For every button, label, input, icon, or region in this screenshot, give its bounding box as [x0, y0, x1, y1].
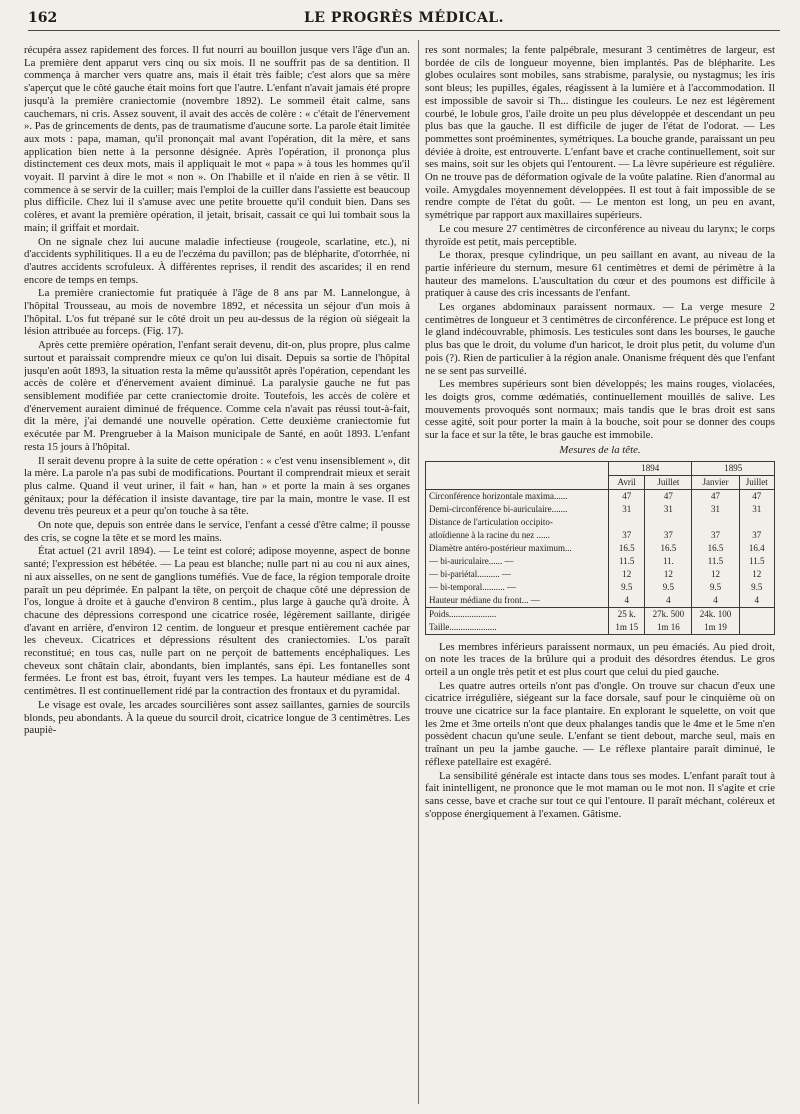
cell: [645, 516, 692, 529]
cell: 25 k.: [609, 607, 645, 621]
row-label: Diamètre antéro-postérieur maximum...: [426, 542, 609, 555]
table-row: [426, 568, 775, 581]
paragraph: Le thorax, presque cylindrique, un peu saillant en avant, au niveau de la partie inférieure du sternum, mesure 61 centimètres et demi de périmètre à la hauteur des mamelons. L'auscultation du cœur et des poumons est difficile à pratiquer à cause des cris incessants de l'enfant.: [425, 249, 775, 300]
paragraph: On ne signale chez lui aucune maladie infectieuse (rougeole, scarlatine, etc.), ni d'accidents syphilitiques. Il a eu de l'eczéma du pavillon; pas de blépharite, d'otorrhée, ni d'autres accidents scrofuleux. À différentes reprises, il rendit des ascarides; il en rend encore de temps en temps.: [24, 235, 410, 286]
paragraph: La première craniectomie fut pratiquée à l'âge de 8 ans par M. Lannelongue, à l'hôpital Trousseau, au mois de novembre 1892, et nécessita un séjour d'un mois à l'hôpital. L'os fut trépané sur le côté droit un peu au-dessus de la région où siégeait la lésion attribuée au forceps. (Fig. 17).: [24, 287, 410, 338]
left-column: [24, 44, 410, 1104]
row-label: Hauteur médiane du front... —: [426, 594, 609, 608]
cell: 31: [692, 503, 739, 516]
month-header: Avril: [609, 475, 645, 489]
cell: 4: [692, 594, 739, 608]
row-label: Distance de l'articulation occipito-: [426, 516, 609, 529]
table-row: [426, 621, 775, 635]
cell: 9.5: [645, 581, 692, 594]
cell: 11.5: [609, 555, 645, 568]
row-label: — bi-auriculaire...... —: [426, 555, 609, 568]
page-number: 162: [28, 10, 58, 26]
cell: 11.5: [692, 555, 739, 568]
column-divider: [418, 40, 419, 1104]
month-header: Juillet: [739, 475, 774, 489]
paragraph: Les membres inférieurs paraissent normaux, un peu émaciés. Au pied droit, on note les traces de la brûlure qui a produit des désordres étendus. Le gros orteil a un ongle très petit et est plus court que celui du pied gauche.: [425, 640, 775, 678]
paragraph: Le cou mesure 27 centimètres de circonférence au niveau du larynx; le corps thyroïde est petit, mais perceptible.: [425, 222, 775, 248]
table-row: [426, 516, 775, 529]
row-label: Poids.....................: [426, 607, 609, 621]
cell: 11.5: [739, 555, 774, 568]
table-row: [426, 542, 775, 555]
cell: 12: [692, 568, 739, 581]
cell: 12: [739, 568, 774, 581]
cell: 4: [609, 594, 645, 608]
paragraph: Le visage est ovale, les arcades sourcilières sont assez saillantes, garnies de sourcils blonds, peu abondants. À la queue du sourcil droit, cicatrice longue de 3 centimètres. Les paupiè-: [24, 698, 410, 737]
paragraph: Les membres supérieurs sont bien développés; les mains rouges, violacées, les doigts gros, comme œdématiés, continuellement mouillés de salive. Les mouvements provoqués sont normaux; mais tandis que le bras droit est sans cesse agité, soit pour porter la main à la bouche, soit pour se donner des coups sur la face et sur la tête, le bras gauche est immobile.: [425, 378, 775, 442]
cell: 37: [645, 529, 692, 542]
row-label: atloïdienne à la racine du nez ......: [426, 529, 609, 542]
cell: 27k. 500: [645, 607, 692, 621]
cell: 47: [739, 489, 774, 503]
month-header: Juillet: [645, 475, 692, 489]
journal-title: LE PROGRÈS MÉDICAL.: [303, 10, 505, 26]
cell: [739, 516, 774, 529]
row-label: Circonférence horizontale maxima......: [426, 489, 609, 503]
table-row: [426, 581, 775, 594]
row-label: — bi-temporal.......... —: [426, 581, 609, 594]
paragraph: Après cette première opération, l'enfant serait devenu, dit-on, plus propre, plus calme surtout et paraissait comprendre mieux ce qu'on lui disait. Depuis sa sortie de l'hôpital jusqu'en août 1893, la situation resta la même qu'aussitôt après l'opération, cependant les accès de colère et d'énervement avaient diminué. La paralysie gauche ne fut pas sensiblement modifiée par cette craniectomie droite. Toutefois, les accès de colère et d'énervement auraient diminué de fréquence. Comme cela n'avait pas réussi tout-à-fait, dit la mère, j'ai demandé une nouvelle opération. Cette deuxième craniectomie fut exécutée par M. Prengrueber à la Maison municipale de Santé, en août 1893. L'enfant resta 15 jours à l'hôpital.: [24, 339, 410, 453]
cell: 16.5: [692, 542, 739, 555]
row-label: Taille.....................: [426, 621, 609, 635]
cell: 37: [609, 529, 645, 542]
right-column: [425, 44, 775, 1104]
table-row: [426, 489, 775, 503]
row-label: Demi-circonférence bi-auriculaire.......: [426, 503, 609, 516]
paragraph: Les quatre autres orteils n'ont pas d'ongle. On trouve sur chacun d'eux une cicatrice irrégulière, siégeant sur la face dorsale, sauf pour le cinquième où on trouve une cicatrice sur la face plantaire. En explorant le squelette, on voit que les 2me et 3me orteils n'ont que deux phalanges tandis que le 4me et le 5me n'en possèdent chacun qu'une seule. L'enfant se tient debout, marche seul, mais en traînant un peu la jambe gauche. — Le réflexe plantaire paraît diminué, le réflexe patellaire est exagéré.: [425, 679, 775, 768]
cell: 31: [645, 503, 692, 516]
cell: 4: [739, 594, 774, 608]
cell: 47: [645, 489, 692, 503]
cell: [692, 516, 739, 529]
cell: 31: [739, 503, 774, 516]
paragraph: État actuel (21 avril 1894). — Le teint est coloré; adipose moyenne, aspect de bonne santé; l'expression est hébétée. — La peau est blanche; nulle part ni au cou ni aux aines, ni aux aisselles, on ne sent de ganglions tuméfiés. Vue de face, la région temporale droite paraît un peu déprimée. En palpant la tête, on perçoit de chaque côté une dépression de l'os, longue à droite et à gauche d'environ 8 centim., plus large à gauche qu'à droite. À chacune des dépressions correspond une cicatrice rosée, légèrement saillante, dirigée d'avant en arrière, d'environ 12 centim. de longueur et presque entièrement cachée par les cheveux. Cicatrices et dépressions résultent des craniectomies. L'os paraît reconstitué; en tous cas, nulle part on ne perçoit de battements encéphaliques. Les cheveux sont châtain clair, abondants, bien implantés, sans épi. Les fontanelles sont fermées. Le front est bas, étroit, fuyant vers les tempes. La hauteur médiane est de 4 centimètres. Il est continuellement ridé par la contraction des frontaux et du pyramidal.: [24, 545, 410, 698]
cell: 31: [609, 503, 645, 516]
table-row: [426, 529, 775, 542]
cell: 12: [645, 568, 692, 581]
cell: 47: [609, 489, 645, 503]
paragraph: récupéra assez rapidement des forces. Il fut nourri au bouillon jusque vers l'âge d'un an. La première dent apparut vers cinq ou six mois. Il ne souffrit pas de sa dentition. Il commença à marcher vers quatre ans, mais il était très faible; c'est alors que sa mère s'aperçut que le côté gauche était moins fort que l'autre. L'enfant n'avait jamais été propre jusqu'à la première craniectomie (novembre 1892). Le sommeil était calme, sans cauchemars, ni cris. Assez souvent, il avait des accès de colère : « c'était de l'énervement ». Pas de grincements de dents, pas de traumatisme d'aucune sorte. La parole était limitée aux mots : papa, maman, qu'il prononçait mal avant l'opération, dit la mère, et sans application bien nette à la personne désignée. Après l'opération, il prononça plus distinctement ces deux mots, mais il appliquait le mot « papa » à tous les hommes qu'il voyait. Il parvint à dire le mot « non ». On l'habille et il n'aide en rien à se vêtir. Il commence à se servir de la cuiller; mais l'emploi de la cuiller dans l'assiette est beaucoup plus difficile. Chez lui il s'amuse avec une petite brouette qu'il conduit bien. Dans ses colères, et avant la première opération, il jetait, brisait, cassait ce qui lui tombait sous la main; il griffait et mordait.: [24, 44, 410, 234]
cell: [609, 516, 645, 529]
cell: 37: [739, 529, 774, 542]
year-header: 1895: [692, 461, 775, 475]
table-row: [426, 594, 775, 608]
cell: 9.5: [739, 581, 774, 594]
paragraph: On note que, depuis son entrée dans le service, l'enfant a cessé d'être calme; il pousse des cris, se cogne la tête et se mord les mains.: [24, 519, 410, 544]
cell: 37: [692, 529, 739, 542]
paragraph: res sont normales; la fente palpébrale, mesurant 3 centimètres de largeur, est bordée de cils de longueur moyenne, bien implantés. Pas de blépharite. Les globes oculaires sont mobiles, sans strabisme, paralysie, ou nystagmus; les iris sont bleus; les pupilles, égales, réagissent à la lumière et à l'accommodation. Il est impossible de savoir si Th... distingue les couleurs. Le nez est légèrement courbé, le lobule gros, l'aile droite un peu plus développée et descendant un peu plus bas que la gauche. Il est difficile de juger de l'état de l'odorat. — Les pommettes sont proéminentes, symétriques. La bouche grande, paraissant un peu déviée à droite, est entrouverte. L'enfant bave et crache continuellement, soit sur ses mains, soit sur les objets qui l'entourent. — La lèvre supérieure est régulière. On ne trouve pas de déformation ogivale de la voûte palatine. Rien d'anormal au voile. Amygdales moyennement développées. Il est tout à fait impossible de se rendre compte de l'état du goût. — Le menton est long, un peu en avant, symétrique par rapport aux maxillaires supérieurs.: [425, 44, 775, 222]
year-header: 1894: [609, 461, 692, 475]
cell: 24k. 100: [692, 607, 739, 621]
paragraph: Les organes abdominaux paraissent normaux. — La verge mesure 2 centimètres de longueur et 3 centimètres de circonférence. Le prépuce est long et le gland indécouvrable, phimosis. Les testicules sont dans les bourses, le gauche plus bas que le droit, du volume d'un haricot, le droit plus petit, du volume d'un pois (?). Rien de particulier à la région anale. Onanisme fréquent dès que l'enfant ne se sent pas surveillé.: [425, 301, 775, 377]
cell: 1m 15: [609, 621, 645, 635]
table-row: [426, 607, 775, 621]
paragraph: Il serait devenu propre à la suite de cette opération : « c'est venu insensiblement », dit la mère. La parole n'a pas subi de modifications. Pourtant il comprendrait mieux et serait plus calme. Quand il veut uriner, il fait « han, han » et porte la main à ses organes génitaux; pour la défécation il insiste davantage, tire par la main, montre le vase. Il est devenu très peureux et a peur qu'on touche à sa tête.: [24, 454, 410, 518]
cell: 47: [692, 489, 739, 503]
table-corner: [426, 461, 609, 489]
cell: 4: [645, 594, 692, 608]
cell: 9.5: [609, 581, 645, 594]
cell: 12: [609, 568, 645, 581]
cell: 16.5: [645, 542, 692, 555]
row-label: — bi-pariétal.......... —: [426, 568, 609, 581]
table-caption: Mesures de la tête.: [559, 443, 641, 456]
page-header: [28, 8, 780, 31]
table-row: [426, 555, 775, 568]
cell: [739, 621, 774, 635]
cell: [739, 607, 774, 621]
cell: 16.5: [609, 542, 645, 555]
cell: 1m 16: [645, 621, 692, 635]
cell: 11.: [645, 555, 692, 568]
paragraph: La sensibilité générale est intacte dans tous ses modes. L'enfant paraît tout à fait inintelligent, ne prononce que le mot maman ou le mot non. Il s'agite et crie sans cesse, bave et crache sur tout ce qui l'entoure. Il paraît méchant, coléreux et s'oppose énergiquement à l'examen. Gâtisme.: [425, 769, 775, 820]
cell: 9.5: [692, 581, 739, 594]
cell: 1m 19: [692, 621, 739, 635]
table-row: [426, 503, 775, 516]
month-header: Janvier: [692, 475, 739, 489]
cell: 16.4: [739, 542, 774, 555]
measurements-table: [425, 461, 775, 635]
